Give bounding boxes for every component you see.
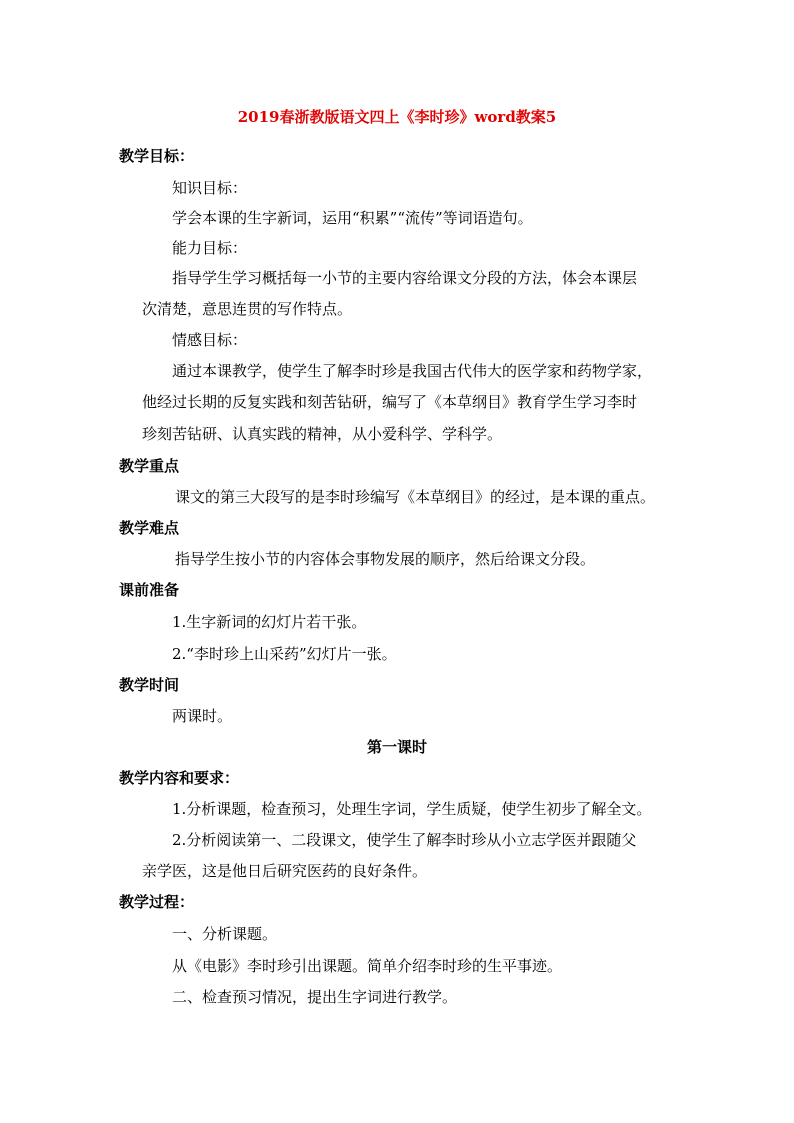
- paragraph-line: 课文的第三大段写的是李时珍编写《本草纲目》的经过，是本课的重点。: [175, 488, 656, 506]
- paragraph-line: 亲学医，这是他日后研究医药的良好条件。: [142, 862, 428, 880]
- paragraph-line: 他经过长期的反复实践和刻苦钻研，编写了《本草纲目》教育学生学习李时: [142, 393, 638, 411]
- paragraph-line: 通过本课教学，使学生了解李时珍是我国古代伟大的医学家和药物学家，: [172, 362, 653, 380]
- section-heading-preparation: 课前准备: [119, 581, 180, 599]
- paragraph-line: 次清楚，意思连贯的写作特点。: [142, 300, 353, 318]
- section-heading-content: 教学内容和要求：: [119, 769, 240, 787]
- subheading-knowledge: 知识目标：: [172, 179, 248, 197]
- document-title: 2019春浙教版语文四上《李时珍》word教案5: [237, 108, 557, 126]
- section-heading-process: 教学过程：: [119, 893, 195, 911]
- paragraph-line: 指导学生按小节的内容体会事物发展的顺序，然后给课文分段。: [175, 550, 596, 568]
- list-item: 一、分析课题。: [172, 925, 278, 943]
- paragraph-line: 两课时。: [172, 707, 233, 725]
- paragraph-line: 珍刻苦钻研、认真实践的精神，从小爱科学、学科学。: [142, 425, 503, 443]
- subheading-emotion: 情感目标：: [172, 331, 248, 349]
- list-item: 1.分析课题，检查预习，处理生字词，学生质疑，使学生初步了解全文。: [172, 800, 652, 818]
- list-item: 2.“李时珍上山采药”幻灯片一张。: [172, 645, 397, 663]
- section-heading-difficulties: 教学难点: [119, 519, 180, 537]
- lesson-heading: 第一课时: [366, 738, 427, 756]
- section-heading-key-points: 教学重点: [119, 457, 180, 475]
- section-heading-objectives: 教学目标：: [119, 147, 195, 165]
- paragraph-line: 指导学生学习概括每一小节的主要内容给课文分段的方法，体会本课层: [172, 269, 638, 287]
- subheading-ability: 能力目标：: [172, 239, 248, 257]
- list-item: 2.分析阅读第一、二段课文，使学生了解李时珍从小立志学医并跟随父: [172, 831, 637, 849]
- section-heading-time: 教学时间: [119, 676, 180, 694]
- list-item: 二、检查预习情况，提出生字词进行教学。: [172, 988, 458, 1006]
- paragraph-line: 从《电影》李时珍引出课题。简单介绍李时珍的生平事迹。: [172, 957, 563, 975]
- paragraph-line: 学会本课的生字新词，运用“积累”“流传”等词语造句。: [172, 209, 533, 227]
- list-item: 1.生字新词的幻灯片若干张。: [172, 613, 367, 631]
